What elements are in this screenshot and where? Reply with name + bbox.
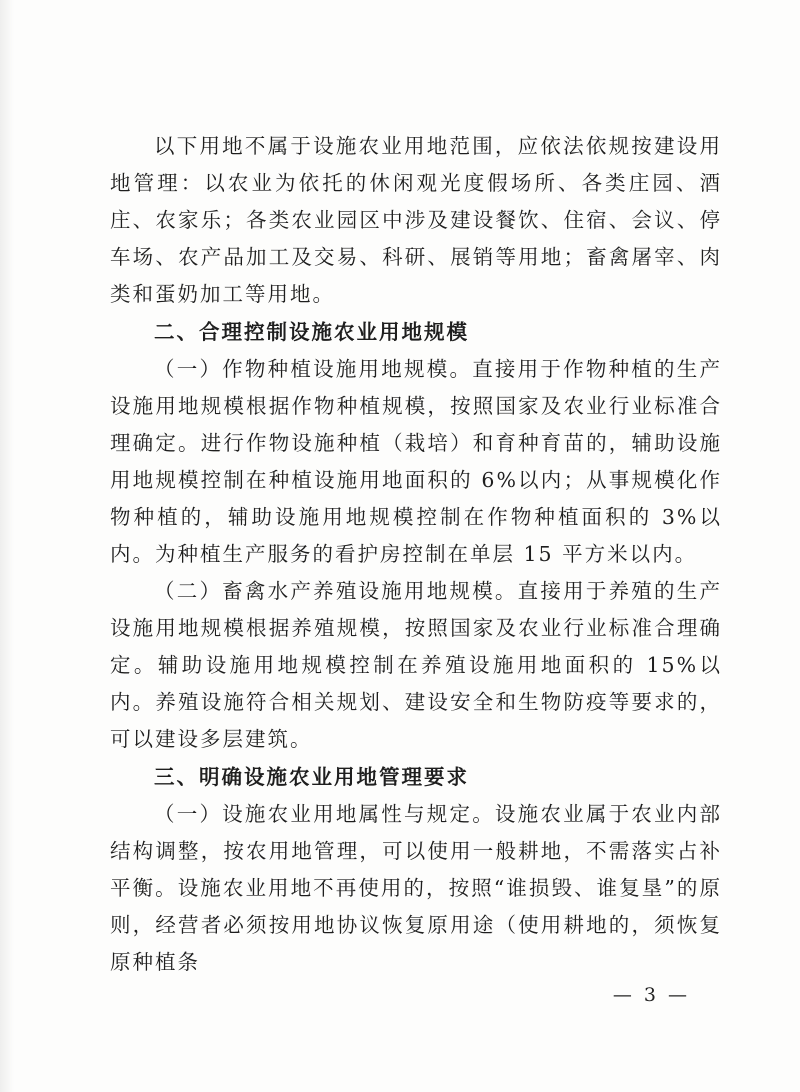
paragraph-non-facility-land: 以下用地不属于设施农业用地范围，应依法依规按建设用地管理：以农业为依托的休闲观光度假场所、各类庄园、酒庄、农家乐；各类农业园区中涉及建设餐饮、住宿、会议、停车场、农产品加工及交易、科研、展销等用地；畜禽屠宰、肉类和蛋奶加工等用地。 xyxy=(110,134,722,306)
heading-section-two: 二、合理控制设施农业用地规模 xyxy=(154,320,469,344)
paragraph-land-attributes: （一）设施农业用地属性与规定。设施农业属于农业内部结构调整，按农用地管理，可以使用一般耕地，不需落实占补平衡。设施农业用地不再使用的，按照“谁损毁、谁复垦”的原则，经营者必须按用地协议恢复原用途（使用耕地的，须恢复原种植条 xyxy=(110,802,722,974)
document-body xyxy=(110,128,722,981)
paragraph-crop-facility-scale: （一）作物种植设施用地规模。直接用于作物种植的生产设施用地规模根据作物种植规模，按照国家及农业行业标准合理确定。进行作物设施种植（栽培）和育种育苗的，辅助设施用地规模控制在种植设施用地面积的 6%以内；从事规模化作物种植的，辅助设施用地规模控制在作物种植面积的 3%以内。为种植生产服务的看护房控制在单层 15 平方米以内。 xyxy=(110,357,722,566)
paragraph-livestock-facility-scale: （二）畜禽水产养殖设施用地规模。直接用于养殖的生产设施用地规模根据养殖规模，按照国家及农业行业标准合理确定。辅助设施用地规模控制在养殖设施用地面积的 15%以内。养殖设施符合相关规划、建设安全和生物防疫等要求的，可以建设多层建筑。 xyxy=(110,579,722,751)
page-number: — 3 — xyxy=(612,984,690,1006)
heading-section-three: 三、明确设施农业用地管理要求 xyxy=(154,765,469,789)
